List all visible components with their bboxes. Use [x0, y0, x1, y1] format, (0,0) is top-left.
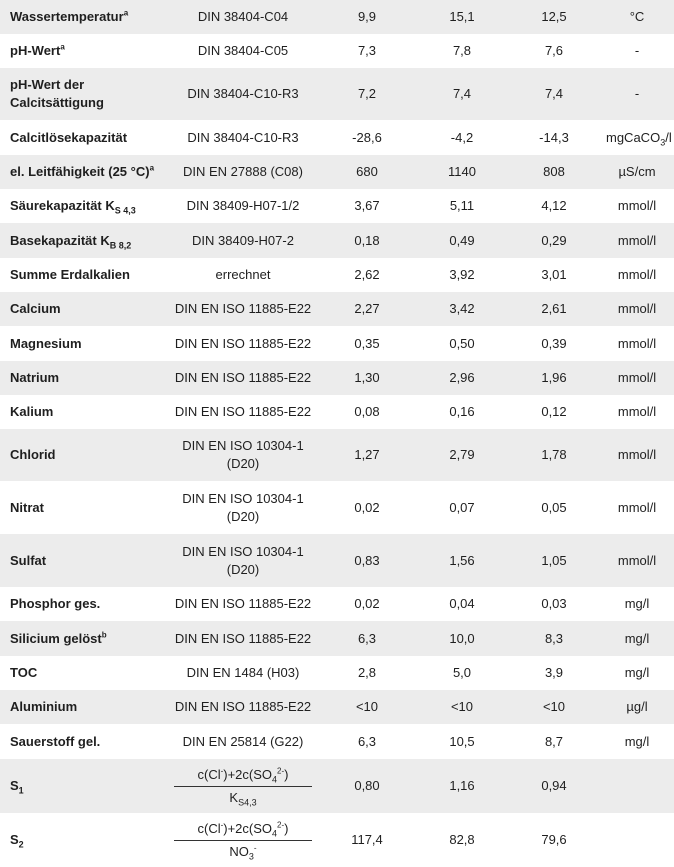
value-3: 3,9: [544, 665, 564, 680]
table-row: [0, 68, 674, 120]
value-2: 0,04: [449, 596, 475, 611]
parameter-name: Calcium: [0, 292, 168, 326]
value-3: 0,05: [541, 499, 567, 515]
value-3: 1,96: [508, 361, 600, 395]
value-1: 1,30: [318, 361, 416, 395]
table-row: [0, 361, 674, 395]
parameter-name: TOC: [10, 665, 38, 680]
value-2: 2,96: [416, 361, 508, 395]
table-row: [0, 534, 674, 587]
unit: mgCaCO$_3$/l: [606, 129, 672, 148]
value-2: 15,1: [416, 0, 508, 34]
fraction-denominator: $K_{S4,3}$: [229, 789, 257, 808]
value-3: 7,6: [544, 43, 564, 58]
parameter-name: Sauerstoff gel.: [10, 733, 101, 749]
value-3: 4,12: [541, 198, 567, 213]
method: DIN EN ISO 11885-E22: [174, 335, 312, 351]
value-3: 79,6: [541, 832, 567, 847]
value-3: 3,01: [541, 267, 567, 282]
value-2: 3,42: [416, 292, 508, 326]
unit: mmol/l: [617, 335, 657, 351]
table-row: [0, 34, 674, 68]
unit: µg/l: [600, 690, 674, 724]
parameter-name: Wassertemperatur$^a$: [0, 0, 168, 34]
unit: [600, 813, 674, 867]
unit: mg/l: [624, 665, 650, 680]
value-3: -14,3: [539, 129, 569, 145]
table-row: [0, 120, 674, 155]
table-row: [0, 656, 674, 690]
value-3: 12,5: [508, 0, 600, 34]
unit: mmol/l: [600, 292, 674, 326]
value-2: 3,92: [449, 267, 475, 282]
unit: mmol/l: [600, 429, 674, 481]
table-row: [0, 481, 674, 534]
method: errechnet: [215, 267, 271, 282]
value-1: 2,27: [318, 292, 416, 326]
value-1: 117,4: [351, 832, 383, 847]
table-row: [0, 621, 674, 656]
method: DIN EN ISO 11885-E22: [168, 621, 318, 656]
parameter-name: Kalium: [10, 404, 54, 419]
method: DIN 38404-C10-R3: [168, 68, 318, 120]
table-row: [0, 759, 674, 813]
value-2: 5,0: [452, 665, 472, 680]
unit: µS/cm: [600, 155, 674, 189]
method: DIN 38409-H07-1/2: [186, 198, 300, 213]
parameter-name: Basekapazität $K_{B 8,2}$: [0, 223, 168, 258]
parameter-name: Calcitlösekapazität: [10, 129, 128, 145]
value-1: 7,3: [357, 43, 377, 58]
parameter-name: pH-Wert der Calcitsättigung: [0, 68, 168, 120]
value-2: 0,49: [416, 223, 508, 258]
value-2: 0,16: [449, 404, 475, 419]
method: DIN EN 1484 (H03): [186, 665, 300, 680]
value-2: 1,16: [416, 759, 508, 813]
method: DIN 38404-C04: [168, 0, 318, 34]
value-2: 7,8: [452, 43, 472, 58]
fraction: [174, 766, 312, 807]
formula: [168, 813, 318, 867]
value-2: 5,11: [449, 198, 475, 213]
unit: -: [600, 68, 674, 120]
value-1: 2,8: [357, 665, 377, 680]
formula: [168, 759, 318, 813]
unit: mg/l: [624, 596, 650, 611]
value-2: 0,07: [449, 499, 475, 515]
value-2: 1,56: [416, 534, 508, 587]
fraction: [174, 820, 312, 861]
value-1: 0,18: [318, 223, 416, 258]
unit: [600, 759, 674, 813]
table-row: [0, 813, 674, 867]
value-3: 0,39: [541, 335, 567, 351]
parameter-name: Natrium: [0, 361, 168, 395]
value-2: -4,2: [450, 129, 474, 145]
value-2: 2,79: [416, 429, 508, 481]
value-3: 0,12: [541, 404, 567, 419]
method: DIN EN ISO 11885-E22: [168, 292, 318, 326]
value-1: 0,02: [354, 596, 380, 611]
parameter-name: Nitrat: [10, 499, 44, 515]
unit: mmol/l: [600, 534, 674, 587]
method: DIN EN 27888 (C08): [168, 155, 318, 189]
method: DIN 38404-C10-R3: [187, 129, 299, 145]
table-row: [0, 724, 674, 759]
method: DIN EN ISO 10304-1 (D20): [168, 429, 318, 481]
value-2: 10,5: [449, 733, 475, 749]
value-1: 3,67: [354, 198, 380, 213]
value-2: <10: [416, 690, 508, 724]
parameter-name: $S_2$: [10, 832, 24, 850]
unit: mg/l: [600, 621, 674, 656]
parameter-name: Magnesium: [10, 335, 82, 351]
unit: mmol/l: [617, 499, 657, 515]
unit: -: [634, 43, 640, 58]
fraction-numerator: $c(Cl^-)+2c(SO_4^{2-})$: [174, 766, 312, 787]
value-3: 8,3: [508, 621, 600, 656]
unit: mmol/l: [600, 361, 674, 395]
parameter-name: Phosphor ges.: [10, 596, 101, 611]
value-1: 1,27: [318, 429, 416, 481]
method: DIN 38404-C05: [197, 43, 289, 58]
unit: mmol/l: [617, 267, 657, 282]
value-3: 1,05: [508, 534, 600, 587]
method: DIN EN ISO 10304-1 (D20): [182, 490, 304, 524]
value-1: 680: [318, 155, 416, 189]
table-row: [0, 292, 674, 326]
value-2: 7,4: [416, 68, 508, 120]
table-row: [0, 223, 674, 258]
method: DIN EN ISO 11885-E22: [168, 690, 318, 724]
fraction-numerator: $c(Cl^-)+2c(SO_4^{2-})$: [174, 820, 312, 841]
parameter-name: $S_1$: [0, 759, 168, 813]
method: DIN EN ISO 11885-E22: [174, 404, 312, 419]
value-3: 1,78: [508, 429, 600, 481]
value-3: 2,61: [508, 292, 600, 326]
table-row: [0, 429, 674, 481]
value-1: 7,2: [318, 68, 416, 120]
value-1: -28,6: [352, 129, 382, 145]
table-row: [0, 326, 674, 361]
unit: mmol/l: [617, 198, 657, 213]
method: DIN EN ISO 11885-E22: [168, 361, 318, 395]
value-3: 7,4: [508, 68, 600, 120]
table-row: [0, 155, 674, 189]
value-3: 808: [508, 155, 600, 189]
value-1: 6,3: [357, 733, 377, 749]
table-row: [0, 0, 674, 34]
fraction-denominator: $NO_3^-$: [229, 843, 257, 862]
parameter-name: Aluminium: [0, 690, 168, 724]
parameter-name: Silicium gelöst$^b$: [0, 621, 168, 656]
parameter-name: Säurekapazität $K_{S 4,3}$: [10, 198, 136, 216]
table-row: [0, 690, 674, 724]
value-2: 82,8: [449, 832, 475, 847]
value-3: 8,7: [544, 733, 564, 749]
parameter-name: Summe Erdalkalien: [10, 267, 130, 282]
value-3: 0,29: [508, 223, 600, 258]
value-2: 10,0: [416, 621, 508, 656]
unit: °C: [600, 0, 674, 34]
table-row: [0, 189, 674, 223]
value-1: 6,3: [318, 621, 416, 656]
value-3: <10: [508, 690, 600, 724]
parameter-name: pH-Wert$^a$: [10, 42, 65, 58]
parameter-name: Chlorid: [0, 429, 168, 481]
value-1: 9,9: [318, 0, 416, 34]
value-3: 0,03: [541, 596, 567, 611]
value-1: 0,80: [318, 759, 416, 813]
method: DIN EN 25814 (G22): [182, 733, 304, 749]
unit: mg/l: [624, 733, 650, 749]
value-1: 0,83: [318, 534, 416, 587]
value-1: 0,08: [354, 404, 380, 419]
unit: mmol/l: [600, 223, 674, 258]
method: DIN 38409-H07-2: [168, 223, 318, 258]
value-2: 0,50: [449, 335, 475, 351]
method: DIN EN ISO 10304-1 (D20): [168, 534, 318, 587]
table-row: [0, 587, 674, 621]
table-row: [0, 395, 674, 429]
unit: mmol/l: [617, 404, 657, 419]
value-1: 0,35: [354, 335, 380, 351]
method: DIN EN ISO 11885-E22: [174, 596, 312, 611]
value-3: 0,94: [508, 759, 600, 813]
value-1: 0,02: [354, 499, 380, 515]
value-2: 1140: [416, 155, 508, 189]
value-1: 2,62: [354, 267, 380, 282]
parameter-name: Sulfat: [0, 534, 168, 587]
parameter-name: el. Leitfähigkeit (25 °C)$^a$: [0, 155, 168, 189]
table-row: [0, 258, 674, 292]
value-1: <10: [318, 690, 416, 724]
